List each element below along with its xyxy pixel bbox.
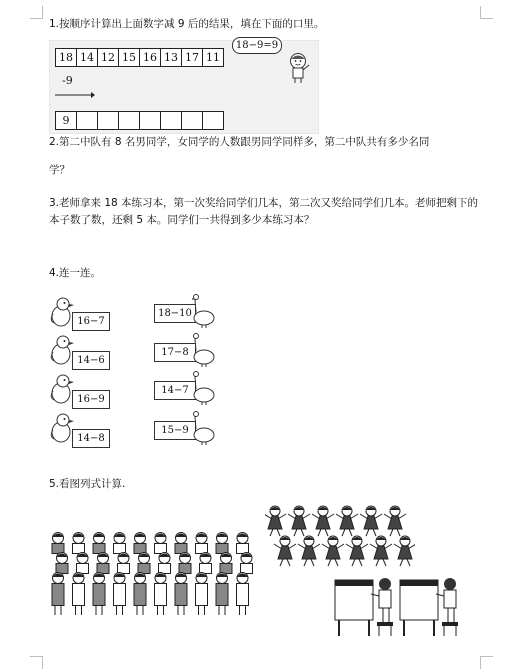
child-figure [56,553,68,574]
child-figure [73,533,85,554]
expression-card-left[interactable]: 14−8 [72,429,110,448]
question-4-title: 4.连一连。 [49,267,102,279]
child-figure [52,573,64,616]
arrow-right-icon [55,91,95,99]
answer-box[interactable]: 9 [55,111,77,130]
number-cell: 16 [139,48,161,67]
child-figure [159,553,171,574]
number-cell: 17 [181,48,203,67]
child-figure [93,533,105,554]
number-cell: 14 [76,48,98,67]
child-figure [216,573,228,616]
child-figure [114,533,126,554]
goose-icon [192,333,216,367]
child-figure [216,533,228,554]
goose-icon [192,294,216,328]
child-figure [237,573,249,616]
number-cell: 15 [118,48,140,67]
child-figure [134,573,146,616]
answer-box[interactable] [97,111,119,130]
dancer-figure [298,536,320,566]
expression-card-left[interactable]: 16−9 [72,390,110,409]
operation-label: -9 [62,74,73,87]
child-figure [237,533,249,554]
expression-card-right[interactable]: 18−10 [154,304,196,323]
answer-box[interactable] [139,111,161,130]
number-row [55,48,223,67]
number-cell: 13 [160,48,182,67]
answer-row [55,111,223,130]
child-figure [93,573,105,616]
question-5-title: 5.看图列式计算. [49,478,126,490]
child-figure [73,573,85,616]
number-cell: 18 [55,48,77,67]
goose-icon [192,371,216,405]
question-2-line-1: 2.第二中队有 8 名男同学，女同学的人数跟男同学同样多，第二中队共有多少名同 [49,136,430,148]
child-figure [52,533,64,554]
number-cell: 11 [202,48,224,67]
child-figure [134,533,146,554]
answer-box[interactable] [118,111,140,130]
child-figure [200,553,212,574]
dancer-figure [370,536,392,566]
child-figure [114,573,126,616]
dancer-figure [384,506,406,536]
crop-mark-top-right [480,6,493,19]
dancer-figure [346,536,368,566]
crop-mark-bottom-right [480,656,493,669]
child-figure [97,553,109,574]
question-1-illustration [49,40,319,134]
child-figure [179,553,191,574]
child-figure [138,553,150,574]
child-figure [77,553,89,574]
question-1-text: 1.按顺序计算出上面数字减 9 后的结果，填在下面的口里。 [49,18,325,30]
dancer-figure [322,536,344,566]
crop-mark-bottom-left [30,656,43,669]
number-cell: 12 [97,48,119,67]
child-figure [196,533,208,554]
dancer-figure [394,536,415,566]
child-icon [283,52,313,84]
child-figure [175,533,187,554]
children-group-illustration [47,530,262,630]
child-figure [118,553,130,574]
child-figure [220,553,232,574]
dancer-figure [360,506,382,536]
child-figure [155,533,167,554]
dancer-figure [265,506,286,536]
answer-box[interactable] [202,111,224,130]
piano-player-icon [333,570,398,640]
dancer-figure [274,536,296,566]
expression-card-right[interactable]: 14−7 [154,381,196,400]
expression-card-right[interactable]: 17−8 [154,343,196,362]
goose-icon [192,411,216,445]
expression-card-left[interactable]: 16−7 [72,312,110,331]
child-figure [175,573,187,616]
answer-box[interactable] [181,111,203,130]
dancer-figure [288,506,310,536]
crop-mark-top-left [30,6,43,19]
dancer-figure [336,506,358,536]
expression-card-right[interactable]: 15−9 [154,421,196,440]
question-3-text: 3.老师拿来 18 本练习本，第一次奖给同学们几本，第二次又奖给同学们几本。老师把剩下的本子数了数，还剩 5 本。同学们一共得到多少本练习本？ [49,197,479,226]
question-2-line-2: 学？ [49,164,70,176]
answer-box[interactable] [160,111,182,130]
dancing-children-illustration [265,503,415,573]
speech-bubble: 18−9=9 [232,37,282,54]
expression-card-left[interactable]: 14−6 [72,351,110,370]
child-figure [241,553,253,574]
child-figure [196,573,208,616]
dancer-figure [312,506,334,536]
answer-box[interactable] [76,111,98,130]
piano-player-icon [398,570,463,640]
child-figure [155,573,167,616]
